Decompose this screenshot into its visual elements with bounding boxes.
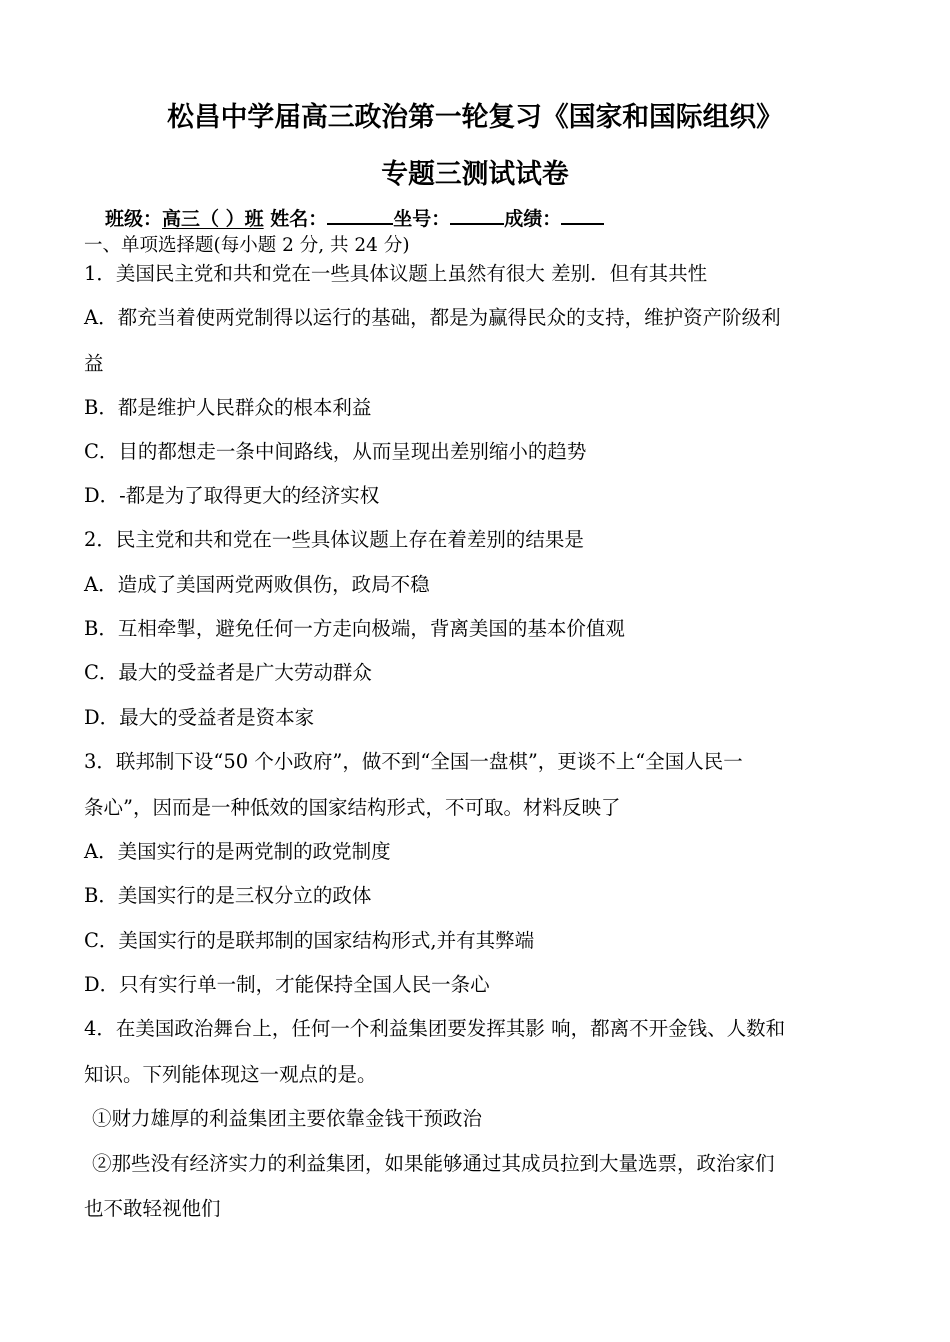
section-heading: 一、单项选择题(每小题 2 分, 共 24 分) — [84, 235, 410, 256]
question-4-stem-cont: 知识。下列能体现这一观点的是。 — [84, 1063, 377, 1086]
class-value: 高三（ ）班 — [162, 208, 264, 230]
question-2-stem: 2．民主党和共和党在一些具体议题上存在着差别的结果是 — [84, 528, 584, 551]
question-2-option-c: C．最大的受益者是广大劳动群众 — [84, 661, 372, 684]
question-4-stem: 4．在美国政治舞台上，任何一个利益集团要发挥其影 响，都离不开金钱、人数和 — [84, 1017, 786, 1040]
question-1-option-d: D．-都是为了取得更大的经济实权 — [84, 484, 380, 507]
question-1-option-c: C．目的都想走一条中间路线，从而呈现出差别缩小的趋势 — [84, 440, 587, 463]
question-2-option-d: D．最大的受益者是资本家 — [84, 706, 315, 729]
question-2-option-a: A．造成了美国两党两败俱伤，政局不稳 — [84, 573, 430, 596]
document-subtitle: 专题三测试试卷 — [381, 159, 569, 190]
seat-label: 坐号： — [393, 208, 451, 230]
question-4-item-1: ①财力雄厚的利益集团主要依靠金钱干预政治 — [92, 1107, 483, 1130]
question-3-option-b: B．美国实行的是三权分立的政体 — [84, 884, 372, 907]
score-label: 成绩： — [504, 208, 562, 230]
name-label: 姓名： — [270, 208, 328, 230]
class-label: 班级： — [105, 208, 163, 230]
question-1-option-b: B．都是维护人民群众的根本利益 — [84, 396, 372, 419]
question-3-option-d: D．只有实行单一制，才能保持全国人民一条心 — [84, 973, 490, 996]
question-1-option-a-cont: 益 — [84, 352, 104, 375]
seat-blank — [450, 204, 504, 225]
question-4-item-2: ②那些没有经济实力的利益集团，如果能够通过其成员拉到大量选票，政治家们 — [92, 1152, 775, 1175]
student-info-row — [105, 204, 604, 232]
question-1-option-a: A．都充当着使两党制得以运行的基础，都是为赢得民众的支持，维护资产阶级利 — [84, 306, 781, 329]
question-3-stem-cont: 条心”，因而是一种低效的国家结构形式，不可取。材料反映了 — [84, 796, 621, 819]
question-2-option-b: B．互相牵掣，避免任何一方走向极端，背离美国的基本价值观 — [84, 617, 625, 640]
document-title: 松昌中学届高三政治第一轮复习《国家和国际组织》 — [167, 102, 783, 133]
question-4-item-2-cont: 也不敢轻视他们 — [84, 1197, 221, 1220]
question-1-stem: 1．美国民主党和共和党在一些具体议题上虽然有很大 差别．但有其共性 — [84, 262, 708, 285]
question-3-stem: 3．联邦制下设“50 个小政府”，做不到“全国一盘棋”，更谈不上“全国人民一 — [84, 750, 743, 773]
question-3-option-c: C．美国实行的是联邦制的国家结构形式,并有其弊端 — [84, 929, 535, 952]
score-blank — [561, 204, 604, 225]
name-blank — [327, 204, 393, 225]
question-3-option-a: A．美国实行的是两党制的政党制度 — [84, 840, 391, 863]
